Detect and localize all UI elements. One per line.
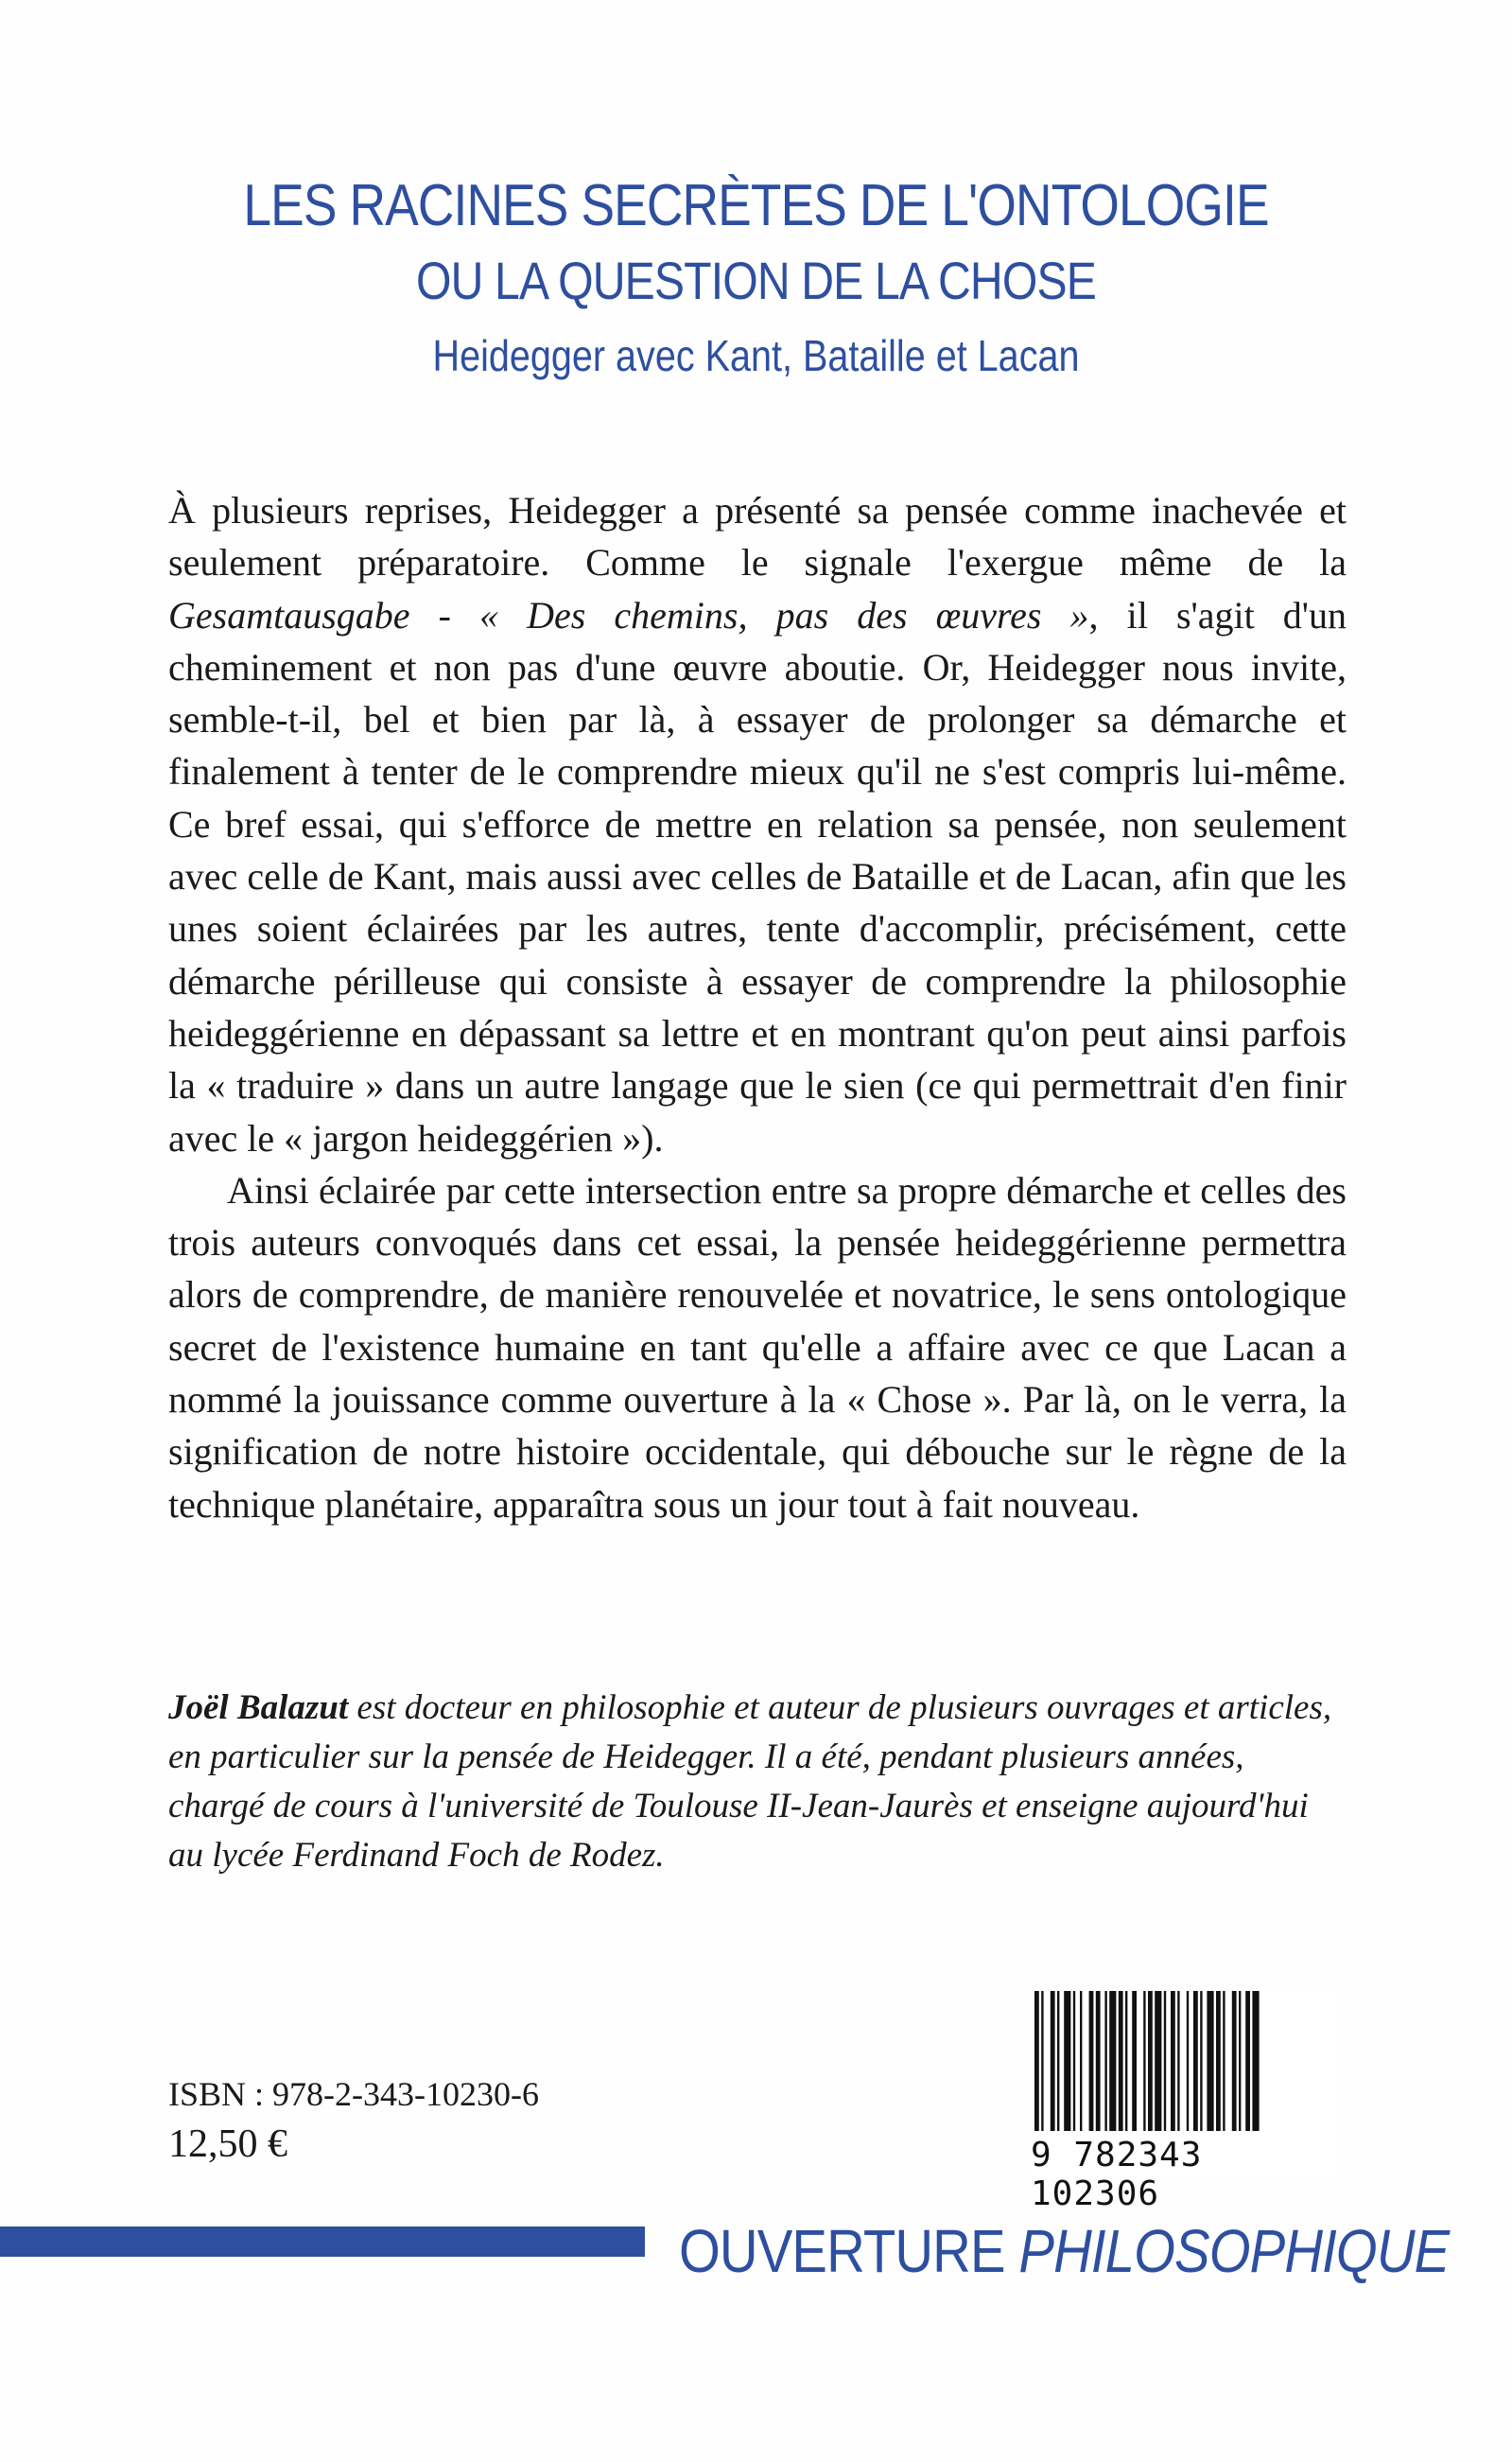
barcode-bar bbox=[1223, 1991, 1225, 2131]
barcode-bar bbox=[1073, 1991, 1075, 2131]
collection-name bbox=[679, 2216, 1449, 2286]
barcode-bar bbox=[1041, 1991, 1043, 2131]
author-bio bbox=[168, 1684, 1347, 1880]
barcode-bar bbox=[1177, 1991, 1179, 2131]
barcode-bar bbox=[1057, 1991, 1059, 2131]
barcode-digits: 9 782343 102306 bbox=[1031, 2136, 1203, 2213]
barcode-bar bbox=[1125, 1991, 1127, 2131]
barcode-bar bbox=[1193, 1991, 1198, 2131]
barcode-bar bbox=[1187, 1991, 1189, 2131]
blurb-text: - bbox=[409, 593, 480, 637]
collection-bar bbox=[0, 2226, 645, 2257]
barcode-bar bbox=[1171, 1991, 1175, 2131]
barcode-bar bbox=[1200, 1991, 1202, 2131]
barcode-bar bbox=[1252, 1991, 1259, 2131]
blurb-text: , il s'agit d'un cheminement et non pas d'une œuvre aboutie. Or, Heidegger nous invite, semble-t-il, bel et bien par là, à essayer de prolonger sa démarche et finalement à tenter de le comprendre mieux qu'il ne s'est compris lui-même. Ce bref essai, qui s'efforce de mettre en relation sa pensée, non seulement avec celle de Kant, mais aussi avec celles de Bataille et de Lacan, afin que les unes soient éclairées par les autres, tente d'accomplir, précisément, cette démarche périlleuse qui consiste à essayer de comprendre la philosophie heideggérienne en dépassant sa lettre et en montrant qu'on peut ainsi parfois la « traduire » dans un autre langage que le sien (ce qui permettrait d'en finir avec le « jargon heideggérien »). bbox=[168, 593, 1347, 1160]
blurb-italic-title: Gesamtausgabe bbox=[168, 593, 410, 637]
blurb-paragraph-1 bbox=[168, 484, 1347, 1164]
title-block bbox=[0, 168, 1512, 390]
barcode-bar bbox=[1232, 1991, 1237, 2131]
blurb-italic-quote: « Des chemins, pas des œuvres » bbox=[479, 593, 1089, 637]
barcode-bar bbox=[1064, 1991, 1070, 2131]
barcode-bar bbox=[1245, 1991, 1250, 2131]
barcode-bar bbox=[1089, 1991, 1094, 2131]
isbn: ISBN : 978-2-343-10230-6 bbox=[168, 2075, 539, 2113]
barcode-bar bbox=[1164, 1991, 1166, 2131]
barcode-bar bbox=[1132, 1991, 1137, 2131]
blurb bbox=[168, 484, 1347, 1530]
barcode-bar bbox=[1239, 1991, 1241, 2131]
barcode-bar bbox=[1080, 1991, 1082, 2131]
barcode-bar bbox=[1143, 1991, 1145, 2131]
blurb-paragraph-2: Ainsi éclairée par cette intersection entre sa propre démarche et celles des trois auteurs convoqués dans cet essai, la pensée heideggérienne permettra alors de comprendre, de manière renouvelée et novatrice, le sens ontologique secret de l'existence humaine en tant qu'elle a affaire avec ce que Lacan a nommé la jouissance comme ouverture à la « Chose ». Par là, on le verra, la signification de notre histoire occidentale, qui débouche sur le règne de la technique planétaire, apparaîtra sous un jour tout à fait nouveau. bbox=[168, 1168, 1347, 1526]
author-bio-text: est docteur en philosophie et auteur de plusieurs ouvrages et articles, en particulier sur la pensée de Heidegger. Il a été, pendant plusieurs années, chargé de cours à l'université de Toulouse II-Jean-Jaurès et enseigne aujourd'hui au lycée Ferdinand Foch de Rodez. bbox=[168, 1688, 1332, 1875]
collection-name-part2: PHILOSOPHIQUE bbox=[1018, 2217, 1450, 2285]
blurb-text: À plusieurs reprises, Heidegger a présenté sa pensée comme inachevée et seulement préparatoire. Comme le signale l'exergue même de la bbox=[168, 489, 1347, 585]
title-line-1: LES RACINES SECRÈTES DE L'ONTOLOGIE bbox=[243, 173, 1269, 238]
barcode-bar bbox=[1034, 1991, 1039, 2131]
barcode-bar bbox=[1096, 1991, 1101, 2131]
barcode-bar bbox=[1216, 1991, 1221, 2131]
barcode-bar bbox=[1109, 1991, 1116, 2131]
title-line-2: OU LA QUESTION DE LA CHOSE bbox=[416, 251, 1096, 310]
barcode-bar bbox=[1119, 1991, 1123, 2131]
subtitle: Heidegger avec Kant, Bataille et Lacan bbox=[432, 331, 1080, 380]
barcode-bar bbox=[1051, 1991, 1055, 2131]
barcode-bar bbox=[1104, 1991, 1106, 2131]
barcode-bar bbox=[1207, 1991, 1213, 2131]
barcode-bar bbox=[1148, 1991, 1153, 2131]
price: 12,50 € bbox=[168, 2122, 287, 2166]
collection-name-part1: OUVERTURE bbox=[679, 2217, 1019, 2285]
barcode-bar bbox=[1155, 1991, 1161, 2131]
author-name: Joël Balazut bbox=[168, 1688, 349, 1727]
